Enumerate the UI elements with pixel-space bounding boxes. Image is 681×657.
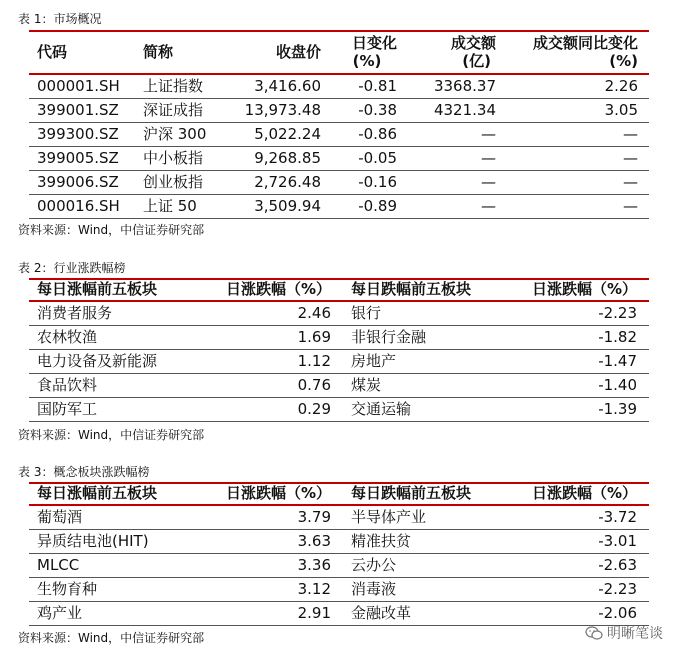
row-top-name: MLCC (37, 556, 80, 574)
row-close: 3,509.94 (254, 197, 321, 215)
table3-header-top-name: 每日涨幅前五板块 (37, 484, 158, 502)
row-change: -0.86 (358, 125, 397, 143)
table1-caption: 表 1：市场概况 (18, 12, 102, 26)
table2-caption: 表 2：行业涨跌幅榜 (18, 261, 126, 275)
row-bottom-value: -1.82 (598, 328, 637, 346)
row-change: -0.05 (358, 149, 397, 167)
header-turnover: 成交额 (450, 34, 496, 52)
row-close: 3,416.60 (254, 77, 321, 95)
row-change: -0.16 (358, 173, 397, 191)
table3-caption: 表 3：概念板块涨跌幅榜 (18, 465, 150, 479)
row-bottom-name: 精准扶贫 (351, 532, 412, 550)
row-bottom-name: 金融改革 (351, 604, 412, 622)
table2-header-bot-name: 每日跌幅前五板块 (351, 280, 472, 298)
row-divider (29, 421, 649, 422)
row-bottom-value: -2.06 (598, 604, 637, 622)
row-top-name: 鸡产业 (37, 604, 83, 622)
table3-source: 资料来源：Wind，中信证券研究部 (18, 631, 205, 645)
table2-header-rule (29, 300, 649, 302)
row-yoy: — (623, 197, 638, 215)
row-top-value: 0.29 (297, 400, 331, 418)
row-change: -0.38 (358, 101, 397, 119)
row-bottom-value: -1.47 (598, 352, 637, 370)
row-divider (29, 98, 649, 99)
row-top-value: 3.79 (297, 508, 331, 526)
row-bottom-name: 银行 (351, 304, 382, 322)
row-bottom-value: -1.40 (598, 376, 637, 394)
row-top-value: 1.12 (297, 352, 331, 370)
row-bottom-name: 煤炭 (351, 376, 382, 394)
row-name: 上证指数 (143, 77, 204, 95)
row-bottom-value: -3.01 (598, 532, 637, 550)
row-change: -0.81 (358, 77, 397, 95)
header-yoy-unit: (%) (609, 52, 638, 70)
watermark-text: 明晰笔谈 (607, 626, 663, 642)
row-top-value: 1.69 (297, 328, 331, 346)
row-divider (29, 373, 649, 374)
header-code: 代码 (37, 43, 68, 61)
row-top-name: 消费者服务 (37, 304, 113, 322)
header-turnover-unit: (亿) (462, 52, 491, 70)
row-divider (29, 218, 649, 219)
row-divider (29, 349, 649, 350)
row-bottom-name: 交通运输 (351, 400, 412, 418)
row-bottom-name: 非银行金融 (351, 328, 427, 346)
table3-header-bot-name: 每日跌幅前五板块 (351, 484, 472, 502)
row-name: 沪深 300 (143, 125, 207, 143)
table1-source: 资料来源：Wind，中信证券研究部 (18, 223, 205, 237)
table3-header-rule (29, 504, 649, 506)
row-code: 399006.SZ (37, 173, 119, 191)
row-change: -0.89 (358, 197, 397, 215)
row-turnover: — (481, 149, 496, 167)
row-yoy: 3.05 (604, 101, 638, 119)
row-divider (29, 601, 649, 602)
row-bottom-name: 消毒液 (351, 580, 397, 598)
row-bottom-value: -2.23 (598, 304, 637, 322)
row-name: 深证成指 (143, 101, 204, 119)
row-divider (29, 170, 649, 171)
concept-ranking-table (29, 482, 649, 626)
row-code: 399005.SZ (37, 149, 119, 167)
row-name: 中小板指 (143, 149, 204, 167)
row-turnover: 3368.37 (433, 77, 496, 95)
row-yoy: 2.26 (604, 77, 638, 95)
row-top-value: 3.63 (297, 532, 331, 550)
row-bottom-value: -1.39 (598, 400, 637, 418)
row-close: 5,022.24 (254, 125, 321, 143)
row-divider (29, 397, 649, 398)
row-top-value: 0.76 (297, 376, 331, 394)
row-yoy: — (623, 173, 638, 191)
row-divider (29, 553, 649, 554)
row-name: 创业板指 (143, 173, 204, 191)
row-turnover: 4321.34 (433, 101, 496, 119)
row-close: 9,268.85 (254, 149, 321, 167)
table2-header-top-name: 每日涨幅前五板块 (37, 280, 158, 298)
row-top-value: 3.12 (297, 580, 331, 598)
row-top-name: 食品饮料 (37, 376, 98, 394)
market-overview-table (29, 30, 649, 220)
row-close: 13,973.48 (244, 101, 321, 119)
row-divider (29, 325, 649, 326)
row-top-name: 国防军工 (37, 400, 98, 418)
table1-top-rule (29, 30, 649, 32)
table2-source: 资料来源：Wind，中信证券研究部 (18, 428, 205, 442)
header-yoy: 成交额同比变化 (532, 34, 638, 52)
header-day-change: 日变化 (351, 34, 397, 52)
row-divider (29, 577, 649, 578)
row-top-name: 电力设备及新能源 (37, 352, 158, 370)
row-turnover: — (481, 125, 496, 143)
row-bottom-name: 半导体产业 (351, 508, 427, 526)
table2-header-bot-val: 日涨跌幅（%） (531, 280, 637, 298)
table1-header-rule (29, 73, 649, 75)
row-bottom-value: -2.63 (598, 556, 637, 574)
row-yoy: — (623, 125, 638, 143)
row-divider (29, 194, 649, 195)
row-name: 上证 50 (143, 197, 197, 215)
row-bottom-name: 云办公 (351, 556, 397, 574)
watermark (585, 623, 663, 643)
header-day-change-unit: (%) (352, 52, 382, 70)
row-top-value: 3.36 (297, 556, 331, 574)
row-top-name: 葡萄酒 (37, 508, 83, 526)
row-code: 000016.SH (37, 197, 120, 215)
row-top-value: 2.91 (297, 604, 331, 622)
table2-header-top-val: 日涨跌幅（%） (225, 280, 331, 298)
row-top-name: 农林牧渔 (37, 328, 98, 346)
row-top-name: 异质结电池(HIT) (37, 532, 149, 550)
row-close: 2,726.48 (254, 173, 321, 191)
industry-ranking-table (29, 278, 649, 422)
row-code: 399001.SZ (37, 101, 119, 119)
row-divider (29, 146, 649, 147)
row-turnover: — (481, 197, 496, 215)
table3-header-top-val: 日涨跌幅（%） (225, 484, 331, 502)
row-yoy: — (623, 149, 638, 167)
row-bottom-name: 房地产 (351, 352, 397, 370)
row-divider (29, 529, 649, 530)
row-bottom-value: -3.72 (598, 508, 637, 526)
header-close: 收盘价 (275, 43, 321, 61)
row-bottom-value: -2.23 (598, 580, 637, 598)
header-name: 简称 (143, 43, 174, 61)
row-divider (29, 122, 649, 123)
row-top-name: 生物育种 (37, 580, 98, 598)
wechat-icon (585, 626, 603, 640)
table3-header-bot-val: 日涨跌幅（%） (531, 484, 637, 502)
row-turnover: — (481, 173, 496, 191)
row-top-value: 2.46 (297, 304, 331, 322)
row-code: 399300.SZ (37, 125, 119, 143)
row-code: 000001.SH (37, 77, 120, 95)
row-divider (29, 625, 649, 626)
